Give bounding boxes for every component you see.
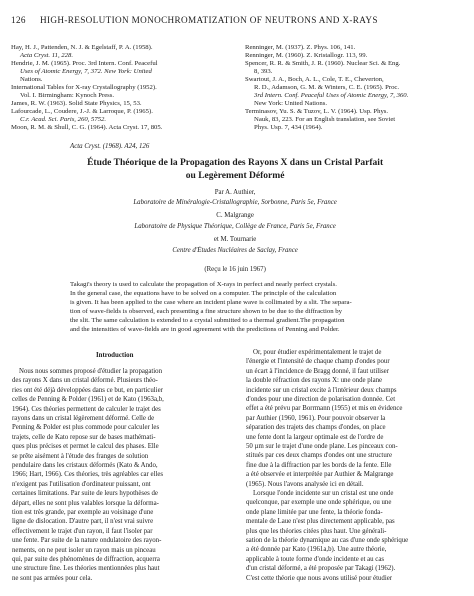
body-line: qui, par suite des phénomènes de diffraction, acquerra — [12, 556, 160, 563]
abstract-line: is given. It has been applied to the case where an incident plane wave is collimated by a slit. The separa- — [70, 299, 352, 306]
reference-line: R. D., Adamson, G. M. & Winters, C. E. (1965). Proc. — [254, 84, 400, 91]
body-line: 50 µm sur le trajet d'une onde plane. Les pinceaux con- — [246, 443, 398, 450]
reference-line: Acta Cryst. 11, 228. — [20, 52, 73, 59]
body-line: n'exigent pas l'utilisation d'ordinateur puissant, ont — [12, 480, 151, 488]
abstract-line: In the general case, the equations have to be solved on a computer. The principle of the calculation — [70, 290, 337, 297]
body-line: Or, pour étudier expérimentalement le trajet de — [253, 349, 382, 356]
body-line: ques plus précises et permet le calcul des phases. Elle — [12, 443, 159, 451]
reference-line: Lafourcade, L., Coudere, J.-J. & Larroque, P. (1965). — [11, 108, 153, 115]
body-line: une structure fine. Les théories mentionnées plus haut — [12, 565, 160, 573]
right-column-text — [246, 349, 470, 592]
body-line: une fente. Par suite de la nature ondulatoire des rayon- — [12, 537, 162, 545]
body-line: ne sont pas armées pour cela. — [12, 574, 93, 582]
reference-line: Hendrie, J. M. (1965). Proc. 3rd Intern. Conf. Peaceful — [11, 60, 158, 67]
body-line: plus que les théories citées plus haut. Une générali- — [246, 527, 387, 535]
reference-line: Swartout, J. A., Boch, A. L., Cole, T. E., Cheverton, — [245, 76, 384, 83]
body-line: mentale de Laue n'est plus directement applicable, pas — [246, 518, 395, 526]
body-line: 1966; Hart, 1966). Ces théories, très agréables car elles — [12, 471, 164, 479]
reference-line: New York: United Nations. — [254, 100, 328, 107]
body-line: par Authier (1960, 1961). Pour pouvoir observer la — [246, 414, 386, 422]
article-title-line-2: ou Legèrement Déformé — [185, 170, 285, 181]
introduction-heading: Introduction — [96, 352, 134, 359]
body-line: stitués par ces deux champs d'ondes ont une structure — [246, 452, 393, 460]
reference-line: Nauk, 83, 223. For an English translation, see Soviet — [254, 116, 396, 123]
reference-line: Hay, H. J., Pattenden, N. J. & Egelstaff, P. A. (1958). — [11, 44, 153, 51]
affiliation-3: Centre d'Études Nucléaires de Saclay, France — [172, 247, 298, 254]
body-line: applicable à toute forme d'onde incidente et au cas — [246, 555, 385, 563]
body-line: a été observée et interprétée par Authier & Malgrange — [246, 471, 394, 479]
body-line: a été donnée par Kato (1961a,b). Une autre théorie, — [246, 546, 387, 554]
author-2: C. Malgrange — [216, 212, 254, 219]
reference-line: Nations. — [20, 76, 43, 83]
body-line: se prête aisément à l'étude des franges de solution — [12, 452, 149, 460]
reference-line: Uses of Atomic Energy, 7, 372. New York: United — [20, 68, 152, 75]
body-line: l'énergie et l'intensité de chaque champ d'ondes pour — [246, 358, 390, 366]
body-line: effet a été prévu par Borrmann (1955) et mis en évidence — [246, 405, 403, 413]
body-line: une fente dont la largeur optimale est de l'ordre de — [246, 433, 384, 441]
body-line: 1964). Ces théories permettent de calculer le trajet des — [12, 405, 161, 413]
body-line: trajets, celle de Kato repose sur de bases mathémati- — [12, 433, 156, 441]
body-line: quelconque, par exemple une onde sphérique, ou une — [246, 499, 392, 507]
body-line: tion est très grande, par exemple au voisinage d'une — [12, 509, 154, 516]
page-number: 126 — [11, 15, 26, 25]
affiliation-2: Laboratoire de Physique Théorique, Collège de France, Paris 5e, France — [134, 223, 336, 230]
body-line: Nous nous sommes proposé d'étudier la propagation — [19, 368, 163, 375]
body-line: ries ont été déjà développées dans ce but, en particulier — [12, 386, 163, 394]
reference-line: C.r. Acad. Sci. Paris, 260, 5752. — [20, 116, 107, 123]
reference-line: James, R. W. (1963). Solid State Physics, 15, 53. — [11, 100, 142, 107]
body-line: rayons dans un cristal légèrement déformé. Celle de — [12, 415, 155, 422]
running-title: HIGH-RESOLUTION MONOCHROMATIZATION OF NEUTRONS AND X-RAYS — [40, 15, 378, 25]
article-citation: Acta Cryst. (1968). A24, 126 — [70, 143, 150, 150]
affiliation-1: Laboratoire de Minéralogie-Cristallographie, Sorbonne, Paris 5e, France — [133, 199, 337, 206]
body-line: pendulaire dans les cristaux déformés (Kato & Ando, — [12, 462, 158, 469]
body-line: onde plane limitée par une fente, la théorie fonda- — [246, 508, 383, 516]
body-line: effectivement le trajet d'un rayon, il faut l'isoler par — [12, 527, 153, 535]
abstract-line: and the intensities of wave-fields are in good agreement with the predictions of Penning and Polder. — [70, 326, 340, 333]
body-line: nements, on ne peut isoler un rayon mais un pinceau — [12, 546, 156, 554]
reference-line: 8, 393. — [254, 68, 273, 75]
body-line: (1965). Nous l'avons analysée ici en détail. — [246, 480, 364, 488]
reference-line: Spencer, R. R. & Smith, J. R. (1960). Nuclear Sci. & Eng. — [245, 60, 401, 67]
author-3: et M. Tournarie — [213, 236, 257, 243]
body-line: incidente sur un cristal excite à l'intérieur deux champs — [246, 386, 397, 394]
body-line: Penning & Polder est plus commode pour calculer les — [12, 424, 160, 432]
body-line: fine due à la diffraction par les bords de la fente. Elle — [246, 461, 392, 469]
received-date: (Reçu le 16 juin 1967) — [204, 266, 266, 273]
body-line: la double réfraction des rayons X: une onde plane — [246, 377, 383, 385]
reference-line: International Tables for X-ray Crystallography (1952). — [11, 84, 157, 91]
left-column-text — [12, 368, 234, 592]
reference-line: Renninger, M. (1937). Z. Phys. 106, 141. — [245, 44, 356, 51]
body-line: Lorsque l'onde incidente sur un cristal est une onde — [253, 490, 394, 497]
reference-line: Phys. Usp. 7, 434 (1964). — [254, 124, 323, 131]
body-line: des rayons X dans un cristal déformé. Plusieurs théo- — [12, 377, 158, 385]
body-line: sation de la théorie dynamique au cas d'une onde sphérique — [246, 537, 409, 544]
reference-line: Terminasov, Yu. S. & Tuzov, L. V. (1964). Usp. Phys. — [245, 108, 389, 115]
body-line: ligne de dislocation. D'autre part, il n'est vrai suivre — [12, 518, 154, 526]
body-line: d'ondes pour une direction de polarisation donnée. Cet — [246, 396, 396, 403]
body-line: certaines limitations. Par suite de leurs hypothèses de — [12, 490, 158, 498]
reference-line: Moon, R. M. & Shull, C. G. (1964). Acta Cryst. 17, 805. — [11, 124, 163, 131]
body-line: départ, elles ne sont plus valables lorsque la déforma- — [12, 499, 159, 507]
body-line: un écart à l'incidence de Bragg donné, il faut utiliser — [246, 367, 389, 375]
reference-line: Renninger, M. (1960). Z. Kristallogr. 113, 99. — [245, 52, 368, 59]
abstract-line: Takagi's theory is used to calculate the propagation of X-rays in perfect and nearly perfect crystals. — [70, 281, 337, 288]
author-1: Par A. Authier, — [214, 189, 256, 196]
article-title-line-1: Étude Théorique de la Propagation des Rayons X dans un Cristal Parfait — [87, 157, 384, 168]
body-line: C'est cette théorie que nous avons utilisé pour étudier — [246, 574, 393, 582]
abstract-line: tion of wave-fields is observed, each presenting a fine structure shown to be due to the diffraction by — [70, 308, 343, 315]
body-line: celles de Penning & Polder (1961) et de Kato (1963a,b, — [12, 396, 164, 404]
reference-line: 3rd Intern. Conf. Peaceful Uses of Atomic Energy, 7, 360. — [254, 92, 409, 99]
body-line: d'un cristal déformé, a été proposée par Takagi (1962). — [246, 565, 396, 573]
body-line: séparation des trajets des champs d'ondes, on place — [246, 424, 386, 432]
reference-line: Vol. I. Birmingham: Kynoch Press. — [20, 92, 115, 99]
abstract-line: the slit. The same calculation is extended to a crystal submitted to a thermal gradient.The propagation — [70, 317, 345, 324]
